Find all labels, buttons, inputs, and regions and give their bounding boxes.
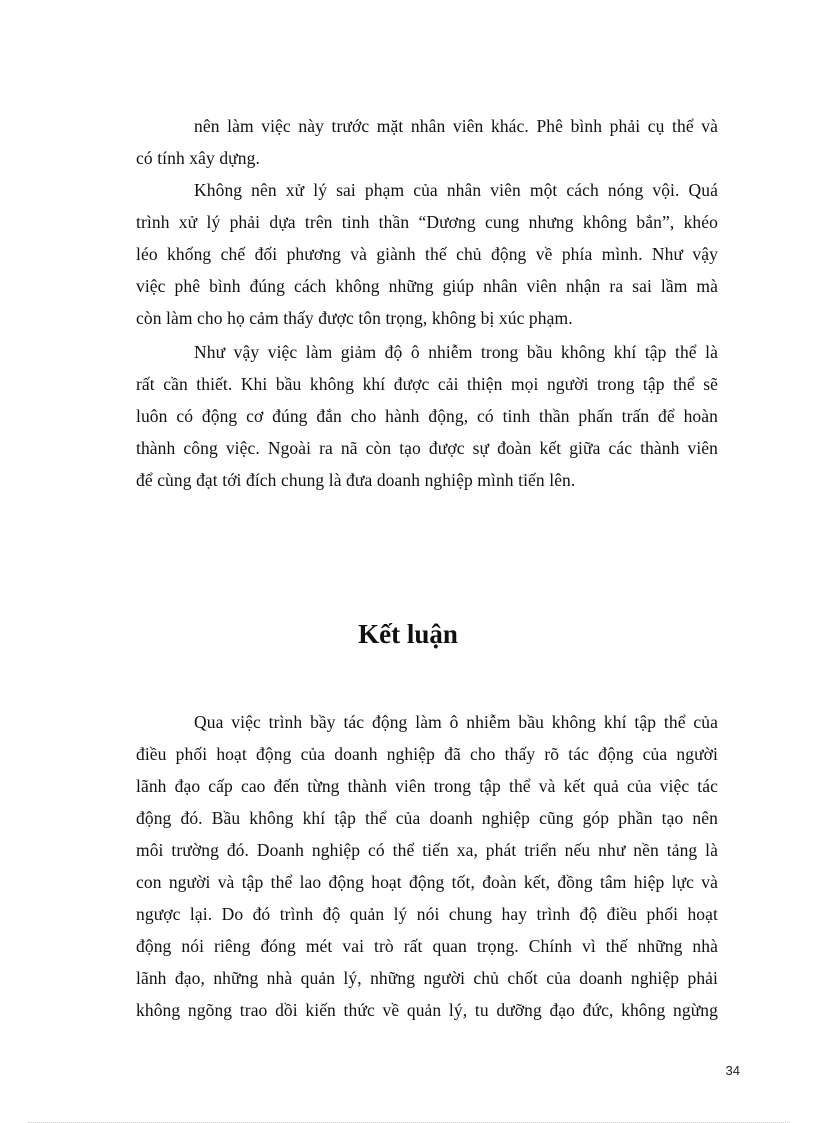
page-number: 34	[725, 1063, 740, 1078]
text-line: không ngõng trao dồi kiến thức về quản lý, tu dưỡng đạo đức, không ngừng	[136, 1000, 718, 1020]
text-line: để cùng đạt tới đích chung là đưa doanh nghiệp mình tiến lên.	[136, 470, 576, 490]
text-line: luôn có động cơ đúng đắn cho hành động, có tinh thần phấn trấn để hoàn	[136, 406, 718, 426]
text-line: điều phối hoạt động của doanh nghiệp đã cho thấy rõ tác động của người	[136, 744, 718, 764]
text-line: thành công việc. Ngoài ra nã còn tạo được sự đoàn kết giữa các thành viên	[136, 438, 718, 458]
text-line: léo khống chế đối phương và giành thế chủ động về phía mình. Như vậy	[136, 244, 718, 264]
text-line: nên làm việc này trước mặt nhân viên khác. Phê bình phải cụ thể và	[194, 116, 718, 136]
text-line: việc phê bình đúng cách không những giúp nhân viên nhận ra sai lầm mà	[136, 276, 718, 296]
text-line: động đó. Bầu không khí tập thể của doanh nghiệp cũng góp phần tạo nên	[136, 808, 718, 828]
text-line: môi trường đó. Doanh nghiệp có thể tiến xa, phát triển nếu như nền tảng là	[136, 840, 718, 860]
text-line: rất cần thiết. Khi bầu không khí được cải thiện mọi người trong tập thể sẽ	[136, 374, 718, 394]
text-line: Như vậy việc làm giảm độ ô nhiễm trong bầu không khí tập thể là	[194, 342, 718, 362]
text-line: còn làm cho họ cảm thấy được tôn trọng, không bị xúc phạm.	[136, 308, 573, 328]
text-line: có tính xây dựng.	[136, 148, 260, 168]
section-heading: Kết luận	[358, 619, 458, 649]
text-line: ngược lại. Do đó trình độ quản lý nói chung hay trình độ điều phối hoạt	[136, 904, 718, 924]
text-line: động nói riêng đóng mét vai trò rất quan trọng. Chính vì thế những nhà	[136, 936, 718, 956]
text-line: Không nên xử lý sai phạm của nhân viên một cách nóng vội. Quá	[194, 180, 718, 200]
text-line: lãnh đạo cấp cao đến từng thành viên trong tập thể và kết quả của việc tác	[136, 776, 718, 796]
text-line: lãnh đạo, những nhà quản lý, những người chủ chốt của doanh nghiệp phải	[136, 968, 718, 988]
text-line: con người và tập thể lao động hoạt động tốt, đoàn kết, đồng tâm hiệp lực và	[136, 872, 718, 892]
text-line: trình xử lý phải dựa trên tinh thần “Dương cung nhưng không bắn”, khéo	[136, 212, 718, 232]
text-line: Qua việc trình bầy tác động làm ô nhiễm bầu không khí tập thể của	[194, 712, 718, 732]
